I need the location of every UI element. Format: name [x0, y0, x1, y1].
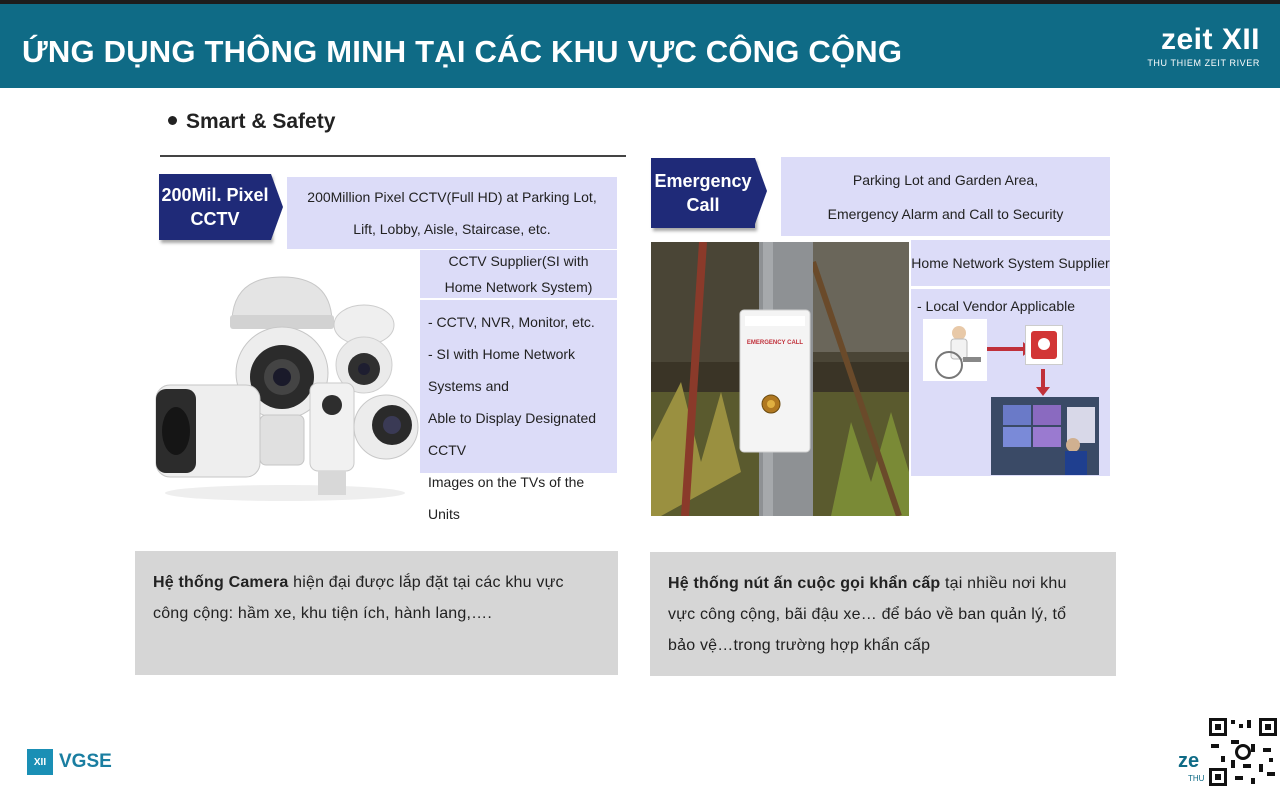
cctv-features-box [420, 300, 617, 522]
alarm-button-image [1025, 325, 1063, 365]
cctv-description-line1: 200Million Pixel CCTV(Full HD) at Parking Lot, [307, 189, 597, 205]
brand-logo-word: zeit XII [1160, 23, 1260, 56]
wheelchair-image [923, 319, 987, 381]
cctv-feature-3: Able to Display Designated CCTV [428, 410, 597, 458]
emergency-call-photo [651, 242, 909, 516]
brand-logo [1136, 24, 1260, 76]
cctv-caption-text: hiện đại được lắp đặt tại các khu vực công cộng: hầm xe, khu tiện ích, hành lang,…. [153, 574, 564, 622]
emergency-description-box [781, 157, 1110, 236]
cctv-feature-4: Images on the TVs of the Units [428, 474, 585, 522]
cctv-tag-line2: CCTV [190, 209, 240, 229]
cctv-caption [135, 551, 618, 675]
header-bar [0, 4, 1280, 88]
cctv-supplier-box [420, 250, 617, 298]
emergency-vendor-text: - Local Vendor Applicable [917, 298, 1075, 314]
section-heading-text: Smart & Safety [186, 110, 336, 133]
cctv-description-box [287, 177, 617, 249]
cctv-feature-1: - CCTV, NVR, Monitor, etc. [428, 314, 595, 330]
brand-logo-subtitle: THU THIEM ZEIT RIVER [1147, 58, 1260, 68]
footer-brand-word: ze [1178, 750, 1200, 772]
cctv-feature-2: - SI with Home Network Systems and [428, 346, 576, 394]
emergency-vendor-box [911, 289, 1110, 476]
cctv-tag [159, 174, 271, 240]
security-monitors-image [991, 397, 1099, 475]
emergency-caption-text: tại nhiều nơi khu vực công cộng, bãi đậu xe… để báo về ban quản lý, tổ bảo vệ…trong trường hợp khẩn cấp [668, 575, 1067, 654]
emergency-tag [651, 158, 755, 228]
cctv-supplier-line2: Home Network System) [444, 279, 593, 295]
emergency-description-line1: Parking Lot and Garden Area, [852, 171, 1039, 188]
footer-brand-sub: THU [1188, 774, 1205, 783]
footer-logo-text: VGSE [59, 751, 112, 772]
cctv-tag-line1: 200Mil. Pixel [161, 185, 269, 205]
qr-code-icon [1207, 716, 1279, 788]
emergency-supplier-box [911, 240, 1110, 286]
section-heading [168, 110, 335, 134]
emergency-caption-bold: Hệ thống nút ấn cuộc gọi khẩn cấp [668, 575, 941, 592]
page-title: ỨNG DỤNG THÔNG MINH TẠI CÁC KHU VỰC CÔNG CỘNG [22, 34, 903, 69]
arrow-down-icon [1036, 387, 1050, 396]
cctv-cameras-image [150, 265, 420, 505]
bullet-dot-icon [168, 116, 177, 125]
cctv-description-line2: Lift, Lobby, Aisle, Staircase, etc. [353, 221, 551, 237]
emergency-device-label: EMERGENCY CALL [746, 340, 804, 346]
section-divider [160, 155, 626, 157]
cctv-supplier-line1: CCTV Supplier(SI with [448, 253, 589, 269]
footer-logo-mark: XII [27, 749, 53, 775]
emergency-caption [650, 552, 1116, 676]
arrow-right-line [987, 347, 1025, 351]
cctv-caption-bold: Hệ thống Camera [153, 574, 289, 591]
footer-logo [27, 749, 112, 775]
emergency-supplier-text: Home Network System Supplier [911, 255, 1110, 271]
emergency-description-line2: Emergency Alarm and Call to Security [827, 205, 1064, 222]
emergency-tag-line1: Emergency [654, 171, 752, 191]
arrow-down-line [1041, 369, 1045, 389]
emergency-tag-line2: Call [686, 195, 720, 215]
